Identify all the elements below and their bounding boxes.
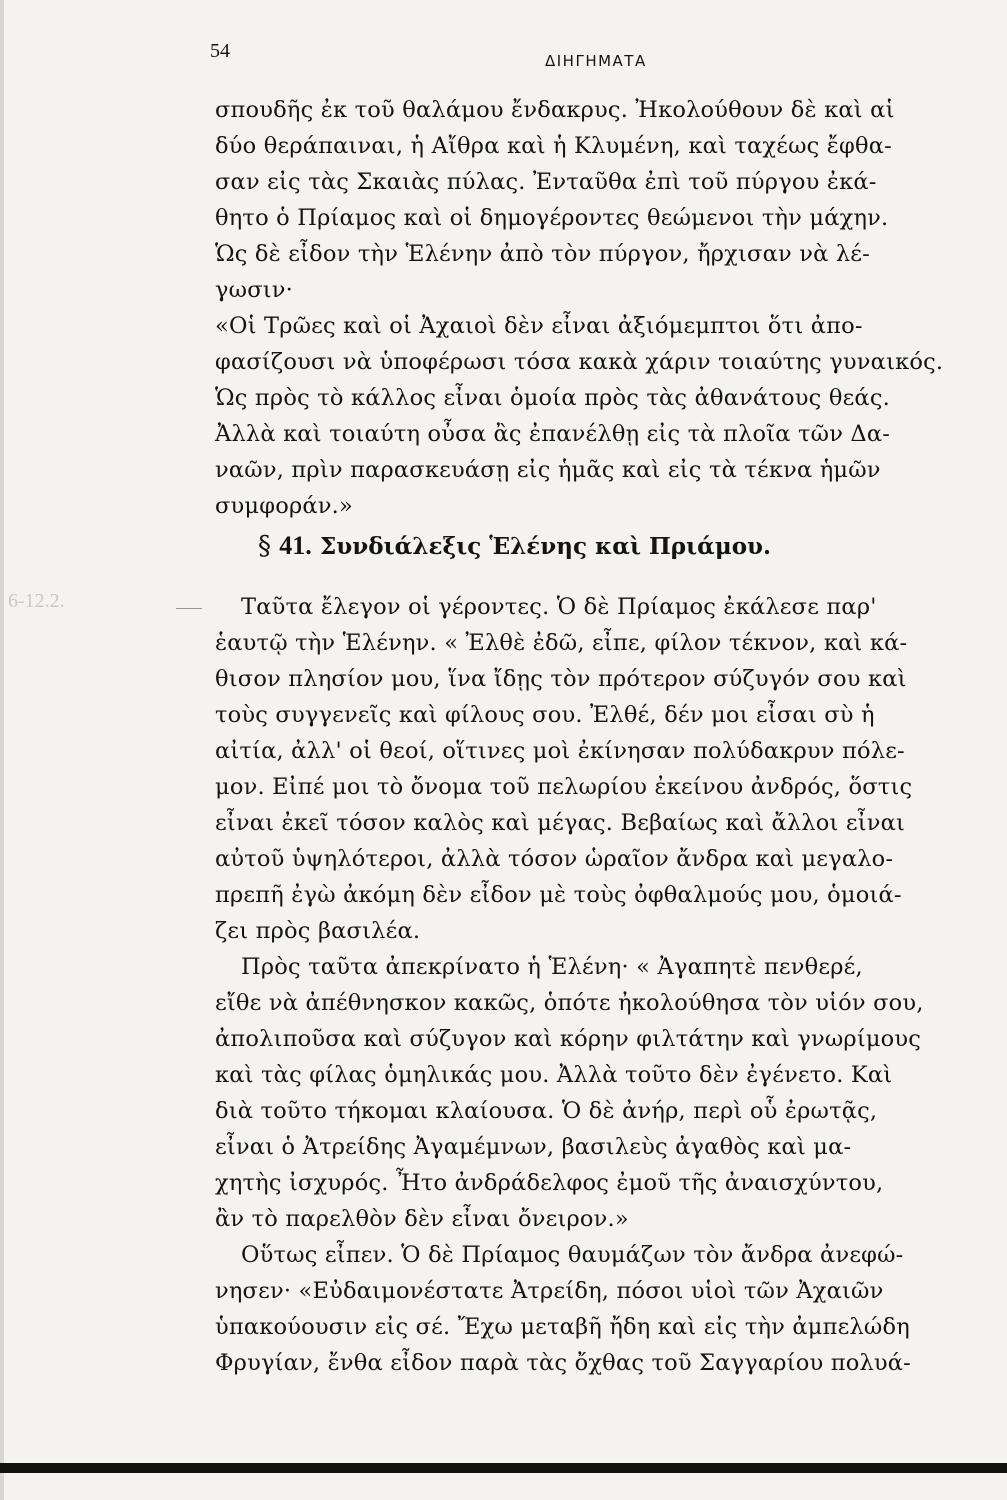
text-line: Οὕτως εἶπεν. Ὁ δὲ Πρίαμος θαυμάζων τὸν ἄνδρα ἀνεφώ-: [241, 1242, 904, 1268]
bottom-border: [0, 1463, 1007, 1473]
section-symbol: §: [258, 531, 271, 561]
text-line: γωσιν·: [215, 277, 294, 303]
text-line: Ὡς πρὸς τὸ κάλλος εἶναι ὁμοία πρὸς τὰς ἀθανάτους θεάς.: [215, 385, 890, 411]
text-line: καὶ τὰς φίλας ὁμηλικάς μου. Ἀλλὰ τοῦτο δὲν ἐγένετο. Καὶ: [215, 1062, 893, 1088]
page-edge-shadow: [0, 0, 4, 1500]
text-line: θητο ὁ Πρίαμος καὶ οἱ δημογέροντες θεώμενοι τὴν μάχην.: [215, 205, 889, 231]
text-line: αἰτία, ἀλλ' οἱ θεοί, οἵτινες μοὶ ἐκίνησαν πολύδακρυν πόλε-: [215, 738, 905, 764]
text-line: σαν εἰς τὰς Σκαιὰς πύλας. Ἐνταῦθα ἐπὶ τοῦ πύργου ἐκά-: [215, 169, 877, 195]
text-line: τοὺς συγγενεῖς καὶ φίλους σου. Ἐλθέ, δέν μοι εἶσαι σὺ ἡ: [215, 702, 875, 728]
paragraph-block-body: [215, 589, 945, 1381]
text-line: ἀπολιποῦσα καὶ σύζυγον καὶ κόρην φιλτάτην καὶ γνωρίμους: [215, 1026, 922, 1052]
text-line: εἴθε νὰ ἀπέθνησκον κακῶς, ὁπότε ἠκολούθησα τὸν υἱόν σου,: [215, 990, 924, 1016]
text-line: αὐτοῦ ὑψηλότεροι, ἀλλὰ τόσον ὡραῖον ἄνδρα καὶ μεγαλο-: [215, 846, 894, 872]
page-number: 54: [210, 40, 230, 62]
text-line: Ὡς δὲ εἶδον τὴν Ἑλένην ἀπὸ τὸν πύργον, ἤρχισαν νὰ λέ-: [215, 241, 870, 267]
section-title: Συνδιάλεξις Ἑλένης καὶ Πριάμου.: [320, 533, 772, 560]
text-line: πρεπῆ ἐγὼ ἀκόμη δὲν εἶδον μὲ τοὺς ὀφθαλμούς μου, ὁμοιά-: [215, 882, 902, 908]
text-line: ὑπακούουσιν εἰς σέ. Ἔχω μεταβῆ ἤδη καὶ εἰς τὴν ἀμπελώδη: [215, 1314, 910, 1340]
text-line: νησεν· «Εὐδαιμονέστατε Ἀτρείδη, πόσοι υἱοὶ τῶν Ἀχαιῶν: [215, 1278, 884, 1304]
text-line: φασίζουσι νὰ ὑποφέρωσι τόσα κακὰ χάριν τοιαύτης γυναικός.: [215, 349, 944, 375]
margin-annotation: 6-12.2.: [8, 590, 65, 612]
paragraph-block-top: [215, 92, 945, 524]
text-line: δύο θεράπαιναι, ἡ Αἴθρα καὶ ἡ Κλυμένη, καὶ ταχέως ἔφθα-: [215, 133, 892, 159]
text-line: θισον πλησίον μου, ἵνα ἴδῃς τὸν πρότερον σύζυγόν σου καὶ: [215, 666, 907, 692]
text-line: ναῶν, πρὶν παρασκευάσῃ εἰς ἡμᾶς καὶ εἰς τὰ τέκνα ἡμῶν: [215, 457, 881, 483]
text-line: σπουδῆς ἐκ τοῦ θαλάμου ἔνδακρυς. Ἠκολούθουν δὲ καὶ αἱ: [215, 97, 895, 123]
running-head: ΔΙΗΓΗΜΑΤΑ: [545, 52, 647, 70]
text-line: Ταῦτα ἔλεγον οἱ γέροντες. Ὁ δὲ Πρίαμος ἐκάλεσε παρ': [241, 594, 877, 620]
text-line: «Οἱ Τρῶες καὶ οἱ Ἀχαιοὶ δὲν εἶναι ἀξιόμεμπτοι ὅτι ἀπο-: [215, 313, 863, 339]
text-line: χητὴς ἰσχυρός. Ἦτο ἀνδράδελφος ἐμοῦ τῆς ἀναισχύντου,: [215, 1170, 884, 1196]
text-line: Φρυγίαν, ἔνθα εἶδον παρὰ τὰς ὄχθας τοῦ Σαγγαρίου πολυά-: [215, 1350, 911, 1376]
text-line: ἂν τὸ παρελθὸν δὲν εἶναι ὄνειρον.»: [215, 1206, 629, 1232]
text-line: συμφοράν.»: [215, 493, 353, 519]
text-line: μον. Εἰπέ μοι τὸ ὄνομα τοῦ πελωρίου ἐκείνου ἀνδρός, ὅστις: [215, 774, 913, 800]
section-number: 41.: [279, 531, 312, 560]
text-line: Πρὸς ταῦτα ἀπεκρίνατο ἡ Ἑλένη· « Ἀγαπητὲ πενθερέ,: [241, 954, 863, 980]
text-line: Ἀλλὰ καὶ τοιαύτη οὖσα ἂς ἐπανέλθῃ εἰς τὰ πλοῖα τῶν Δα-: [215, 421, 891, 447]
text-line: εἶναι ὁ Ἀτρείδης Ἀγαμέμνων, βασιλεὺς ἀγαθὸς καὶ μα-: [215, 1134, 852, 1160]
text-line: ἑαυτῷ τὴν Ἑλένην. « Ἐλθὲ ἐδῶ, εἶπε, φίλον τέκνον, καὶ κά-: [215, 630, 908, 656]
text-line: ζει πρὸς βασιλέα.: [215, 918, 421, 944]
text-line: διὰ τοῦτο τήκομαι κλαίουσα. Ὁ δὲ ἀνήρ, περὶ οὗ ἐρωτᾷς,: [215, 1098, 878, 1124]
margin-dash: [176, 608, 202, 609]
section-heading: [258, 524, 898, 568]
text-line: εἶναι ἐκεῖ τόσον καλὸς καὶ μέγας. Βεβαίως καὶ ἄλλοι εἶναι: [215, 810, 906, 836]
